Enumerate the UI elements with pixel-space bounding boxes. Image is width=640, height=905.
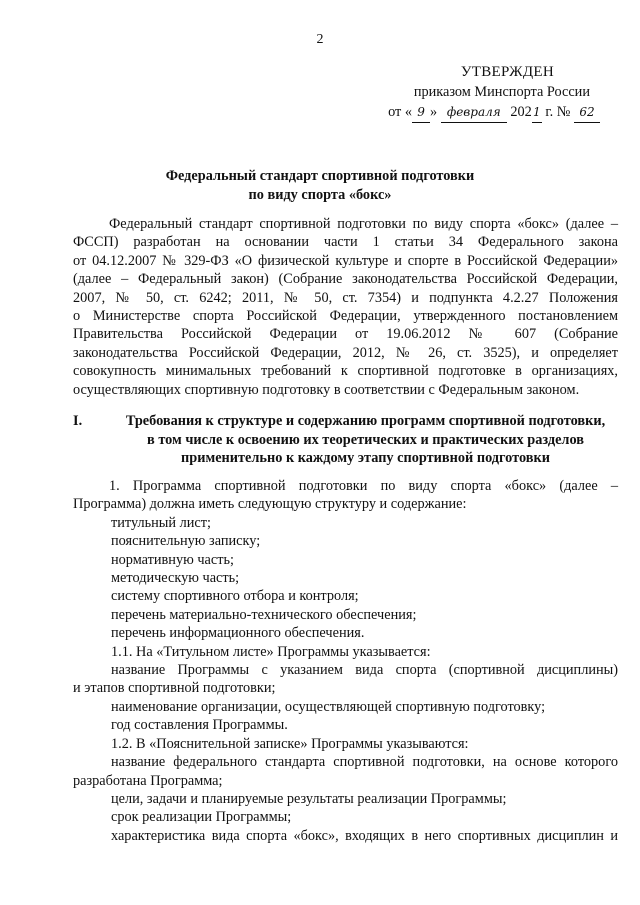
clause-1-1-item: год составления Программы. — [111, 717, 288, 734]
intro-line: 2007, № 50, ст. 6242; 2011, № 50, ст. 7354) и подпункта 4.2.27 Положения — [73, 289, 618, 306]
clause-1-2-item-line-2: разработана Программа; — [73, 772, 223, 789]
title-line-1: Федеральный стандарт спортивной подготовки — [165, 168, 475, 184]
list-item: титульный лист; — [111, 514, 211, 531]
intro-line: Правительства Российской Федерации от 19.06.2012 № 607 (Собрание — [73, 326, 618, 343]
section-title-line-3: применительно к каждому этапу спортивной подготовки — [181, 450, 550, 467]
intro-line: о Министерстве спорта Российской Федерации, утвержденного постановлением — [73, 308, 618, 325]
paragraph-1-line-1: 1. Программа спортивной подготовки по виду спорта «бокс» (далее – — [109, 478, 618, 494]
list-item: перечень информационного обеспечения. — [111, 625, 365, 642]
list-item: нормативную часть; — [111, 551, 234, 568]
clause-1-2-item: характеристика вида спорта «бокс», входящих в него спортивных дисциплин и — [111, 827, 618, 844]
approval-title: УТВЕРЖДЕН — [460, 64, 554, 80]
approval-stamp — [350, 62, 600, 123]
handwritten-month: февраля — [441, 102, 507, 123]
clause-1-2: 1.2. В «Пояснительной записке» Программы указываются: — [111, 735, 469, 752]
handwritten-day: 9 — [412, 102, 430, 123]
section-number: I. — [73, 413, 83, 429]
section-title-line-2: в том числе к освоению их теоретических и практических разделов — [147, 431, 584, 448]
list-item: перечень материально-технического обеспечения; — [111, 606, 417, 623]
intro-line: ФССП) разработан на основании части 1 статьи 34 Федерального закона — [73, 234, 618, 251]
clause-1-1: 1.1. На «Титульном листе» Программы указывается: — [111, 643, 431, 660]
title-line-2: по виду спорта «бокс» — [248, 187, 392, 203]
handwritten-year-digit: 1 — [532, 102, 542, 123]
intro-line: от 04.12.2007 № 329-ФЗ «О физической культуре и спорте в Российской Федерации» — [73, 252, 618, 269]
section-body — [73, 477, 618, 845]
section-title-line-1: Требования к структуре и содержанию программ спортивной подготовки, — [125, 413, 606, 429]
intro-line: осуществляющих спортивную подготовку в соответствии с Федеральным законом. — [73, 381, 580, 398]
paragraph-1-line-2: Программа) должна иметь следующую структуру и содержание: — [73, 496, 467, 513]
clause-1-2-item: срок реализации Программы; — [111, 809, 292, 826]
intro-line: (далее – Федеральный закон) (Собрание законодательства Российской Федерации, — [73, 271, 618, 288]
page-number: 2 — [316, 32, 324, 47]
list-item: систему спортивного отбора и контроля; — [111, 588, 359, 605]
approval-order: приказом Минспорта России — [413, 84, 590, 100]
day-close: » — [430, 104, 438, 120]
list-item: пояснительную записку; — [111, 533, 261, 550]
clause-1-2-item: цели, задачи и планируемые результаты реализации Программы; — [111, 790, 507, 807]
clause-1-2-item-line-1: название федерального стандарта спортивной подготовки, на основе которого — [111, 754, 618, 771]
clause-1-1-item-line-1: название Программы с указанием вида спорта (спортивной дисциплины) — [111, 662, 618, 679]
number-prefix: г. № — [545, 104, 571, 120]
clause-1-1-item: наименование организации, осуществляющей спортивную подготовку; — [111, 698, 546, 715]
handwritten-order-number: 62 — [574, 102, 600, 123]
intro-line: Федеральный стандарт спортивной подготовки по виду спорта «бокс» (далее – — [109, 216, 618, 232]
document-title — [0, 167, 640, 205]
year-prefix: 202 — [510, 104, 532, 120]
intro-line: законодательства Российской Федерации, 2012, № 26, ст. 3525), и определяет — [73, 344, 618, 361]
list-item: методическую часть; — [111, 570, 240, 587]
approval-date-line — [350, 102, 600, 123]
section-heading — [73, 412, 618, 468]
clause-1-1-item-line-2: и этапов спортивной подготовки; — [73, 680, 276, 697]
intro-paragraph — [73, 215, 618, 399]
intro-line: совокупность минимальных требований к спортивной подготовке в организациях, — [73, 363, 618, 380]
date-prefix: от « — [388, 104, 413, 120]
